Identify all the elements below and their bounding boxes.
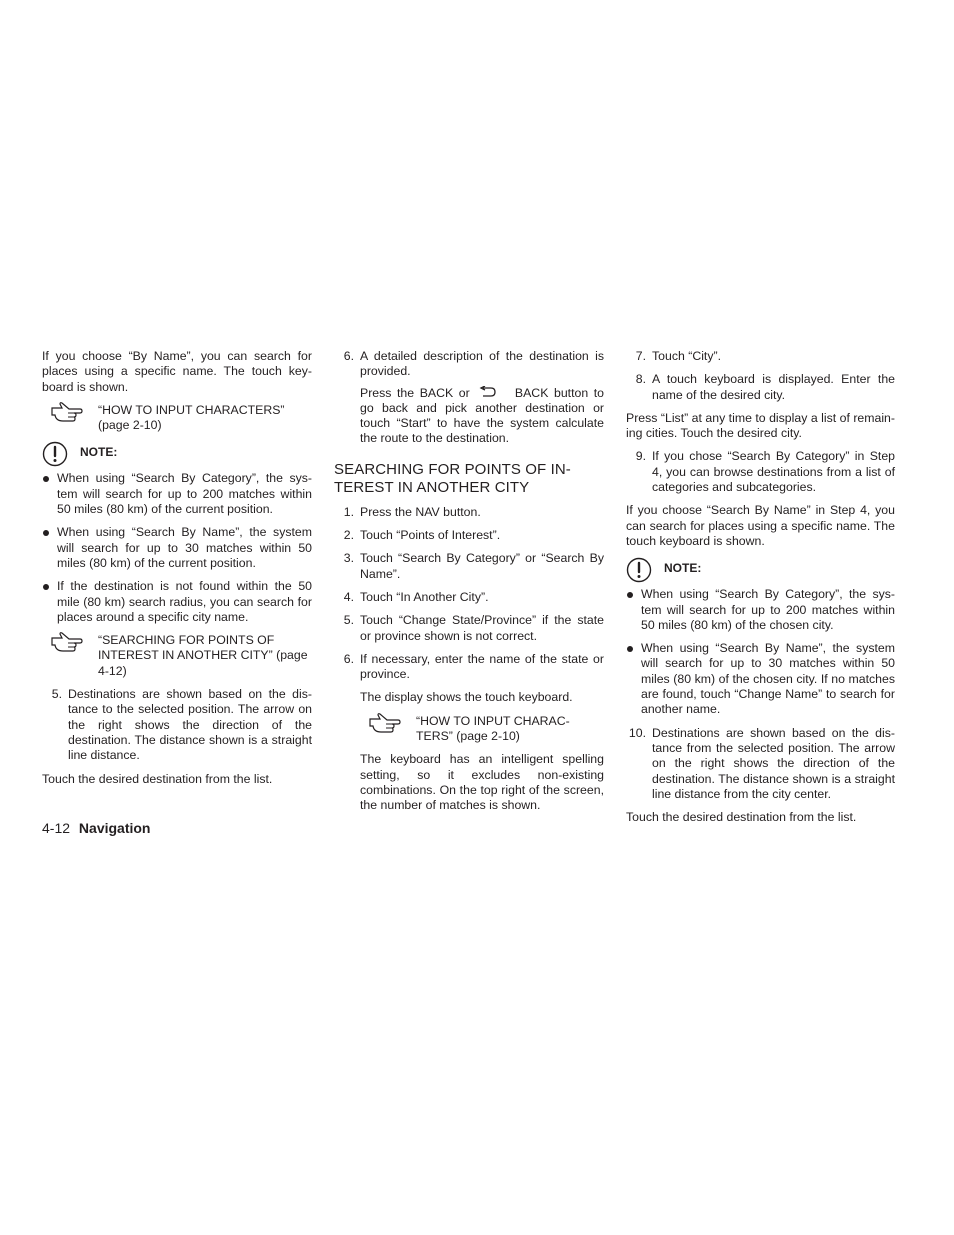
note-label: NOTE: [664, 561, 702, 576]
reference-text: “SEARCHING FOR POINTS OF INTEREST IN ANOTHER CITY” (page 4-12) [98, 633, 308, 678]
step-item [334, 505, 604, 520]
bullet-item: When using “Search By Category”, the sys- tem will search for up to 200 matches within 50 miles (80 km) of the chosen city. [626, 587, 895, 633]
step-text: Touch “Points of Interest”. [360, 528, 501, 543]
reference-text: “HOW TO INPUT CHARACTERS” (page 2-10) [98, 402, 285, 433]
section-heading: SEARCHING FOR POINTS OF IN- TEREST IN ANOTHER CITY [334, 460, 571, 496]
touch-instruction: Touch the desired destination from the list. [42, 771, 273, 786]
step-text: Touch “Search By Category” or “Search By Name”. [360, 551, 604, 581]
step-text: If you chose “Search By Category” in Step 4, you can browse destinations from a list of categories and subcategories. [652, 449, 895, 495]
step-number: 8. [635, 372, 646, 387]
step-item [334, 551, 604, 582]
step-text: Touch “In Another City”. [360, 589, 489, 604]
bullet-item: When using “Search By Name”, the system will search for up to 30 matches within 50 miles (80 km) of the current position. [42, 525, 312, 571]
step-item [626, 372, 895, 403]
step-number: 7. [635, 349, 646, 363]
note-header [626, 557, 895, 583]
intro-text: If you choose “By Name”, you can search for places using a specific name. The touch key- board is shown. [42, 349, 312, 394]
step-sub-text-b: BACK button to go back and pick another destination or touch “Start” to have the system calculate the route to the destination. [360, 385, 605, 446]
display-text: The display shows the touch keyboard. [360, 690, 573, 705]
step-item [334, 528, 604, 543]
reference-text: “HOW TO INPUT CHARAC- TERS” (page 2-10) [416, 713, 570, 744]
back-arrow-icon [475, 386, 509, 398]
step-number: 9. [635, 449, 646, 464]
step-text: A touch keyboard is displayed. Enter the name of the desired city. [652, 372, 895, 402]
step-text: If necessary, enter the name of the state or province. [360, 651, 604, 682]
exclamation-circle-icon [42, 441, 68, 467]
step-text: A detailed description of the destination is provided. [360, 349, 604, 379]
step-item [334, 613, 604, 644]
step-item [626, 726, 895, 802]
section-name: Navigation [78, 820, 151, 836]
step-item [626, 349, 895, 364]
step-number: 4. [343, 589, 354, 604]
pointing-hand-icon [50, 631, 84, 653]
step-text: Press the NAV button. [360, 504, 481, 519]
by-name-text: If you choose “Search By Name” in Step 4, you can search for places using a specific name. The touch keyboard is shown. [626, 503, 895, 548]
cross-reference [360, 714, 604, 745]
step-text: Destinations are shown based on the dis- tance to the selected position. The arrow on the right shows the direction of the destination. The distance shown is a straight line distance. [68, 687, 312, 763]
column-1 [42, 349, 312, 787]
step-number: 1. [343, 504, 354, 519]
keyboard-text: The keyboard has an intelligent spelling setting, so it excludes non-existing combinations. On the top right of the screen, the number of matches is shown. [360, 752, 604, 813]
column-2 [334, 349, 604, 814]
step-sub-text [334, 386, 604, 447]
note-label: NOTE: [80, 445, 118, 460]
step-text: Touch “Change State/Province” if the state or province shown is not correct. [360, 613, 604, 643]
step-number: 10. [628, 725, 646, 740]
step-item [334, 349, 604, 380]
column-3 [626, 349, 895, 825]
step-number: 2. [343, 528, 354, 543]
step-item [42, 687, 312, 763]
step-number: 5. [51, 687, 62, 702]
page-number: 4-12 [42, 820, 71, 836]
step-number: 5. [343, 613, 354, 628]
cross-reference [42, 403, 312, 434]
step-text: Touch “City”. [652, 349, 722, 363]
touch-instruction: Touch the desired destination from the list. [626, 810, 857, 825]
step-number: 6. [343, 651, 354, 666]
step-sub-text-a: Press the BACK or [360, 385, 470, 400]
bullet-item: When using “Search By Category”, the sys- tem will search for up to 200 matches within 50 miles (80 km) of the current position. [42, 471, 312, 517]
cross-reference [42, 633, 312, 679]
step-number: 6. [343, 349, 354, 363]
step-text: Destinations are shown based on the dis- tance from the selected position. The arrow on the right shows the direction of the destination. The distance shown is a straight line distance from the city center. [652, 725, 895, 801]
list-text: Press “List” at any time to display a list of remain- ing cities. Touch the desired city. [626, 410, 895, 441]
step-item [334, 590, 604, 605]
exclamation-circle-icon [626, 557, 652, 583]
step-number: 3. [343, 551, 354, 566]
bullet-item: When using “Search By Name”, the system will search for up to 30 matches within 50 miles (80 km) of the chosen city. If no matches are found, touch “Change Name” to search for another name. [626, 641, 895, 717]
pointing-hand-icon [50, 401, 84, 423]
page-footer [42, 820, 151, 836]
step-item [334, 652, 604, 683]
step-item [626, 449, 895, 495]
bullet-item: If the destination is not found within the 50 mile (80 km) search radius, you can search for places around a specific city name. [42, 579, 312, 625]
note-header [42, 441, 312, 467]
pointing-hand-icon [368, 712, 402, 734]
